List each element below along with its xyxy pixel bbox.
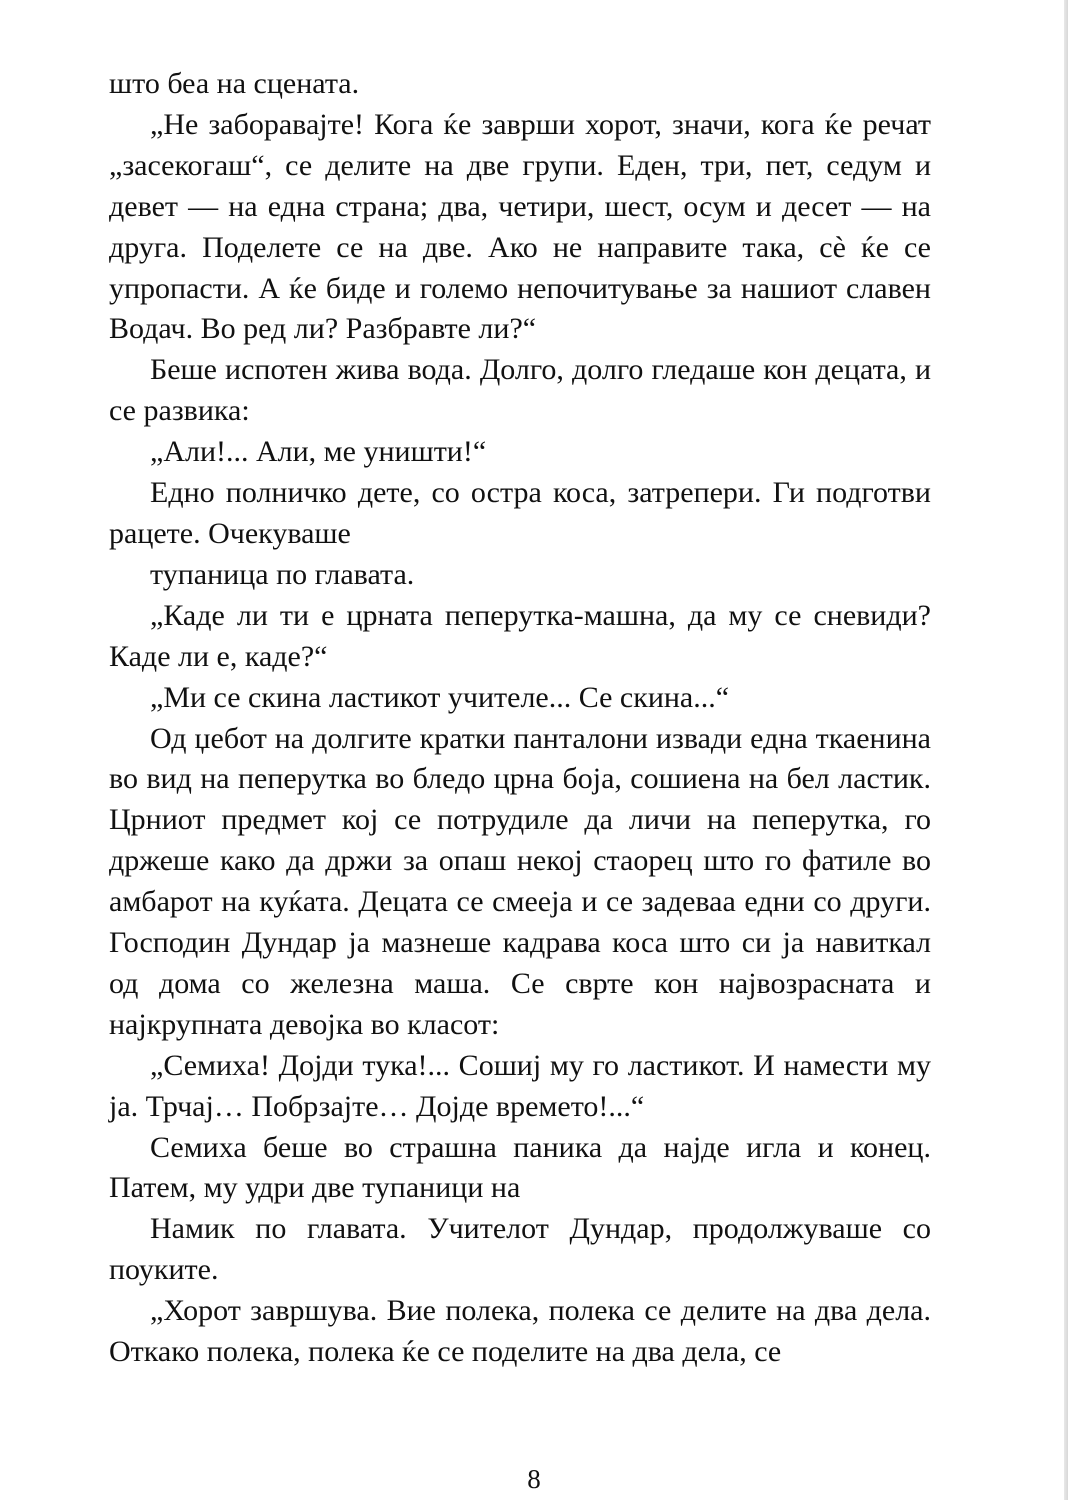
paragraph-7: „Каде ли ти е црната пеперутка-машна, да му се сневиди? Каде ли е, каде?“ — [109, 598, 931, 673]
paragraph-9: Од џебот на долгите кратки панталони извади една ткаенина во вид на пеперутка во бледо црна боја, сошиена на бел ластик. Црниот предмет кој се потрудиле да личи на пеперутка, го држеше како да држи за опаш некој стаорец што го фатиле во амбарот на куќата. Децата се смееја и се задеваа едни со други. Господин Дундар ја мазнеше кадрава коса што си ја навиткал од дома со железна маша. Се сврте кон највозрасната и најкрупната девојка во класот: — [109, 721, 931, 1041]
paragraph-13: „Хорот завршува. Вие полека, полека се делите на два дела. Откако полека, полека ќе се поделите на два дела, се — [109, 1294, 931, 1369]
paragraph-2: „Не заборавајте! Кога ќе заврши хорот, значи, кога ќе речат „засекогаш“, се делите на две групи. Еден, три, пет, седум и девет — на една страна; два, четири, шест, осум и десет — на друга. Поделете се на две. Ако не направите така, сѐ ќе се упропасти. А ќе биде и големо непочитување за нашиот славен Водач. Во ред ли? Разбравте ли?“ — [109, 107, 931, 346]
paragraph-6: тупаница по главата. — [150, 557, 415, 591]
paragraph-8: „Ми се скина ластикот учителе... Се скина...“ — [150, 680, 730, 714]
paragraph-1: што беа на сцената. — [109, 67, 360, 100]
page-number: 8 — [527, 1464, 541, 1494]
body-text — [109, 64, 931, 1373]
paragraph-3: Беше испотен жива вода. Долго, долго гледаше кон децата, и се развика: — [109, 353, 931, 428]
paragraph-11: Семиха беше во страшна паника да најде игла и конец. Патем, му удри две тупаници на — [109, 1130, 931, 1205]
paragraph-10: „Семиха! Дојди тука!... Сошиј му го ластикот. И намести му ја. Трчај… Побрзајте… Дојде времето!...“ — [109, 1048, 931, 1123]
paragraph-4: „Али!... Али, ме уништи!“ — [150, 435, 487, 469]
paragraph-12: Намик по главата. Учителот Дундар, продолжуваше со поуките. — [109, 1212, 931, 1287]
paragraph-5: Едно полничко дете, со остра коса, затрепери. Ги подготви рацете. Очекуваше — [109, 476, 931, 550]
